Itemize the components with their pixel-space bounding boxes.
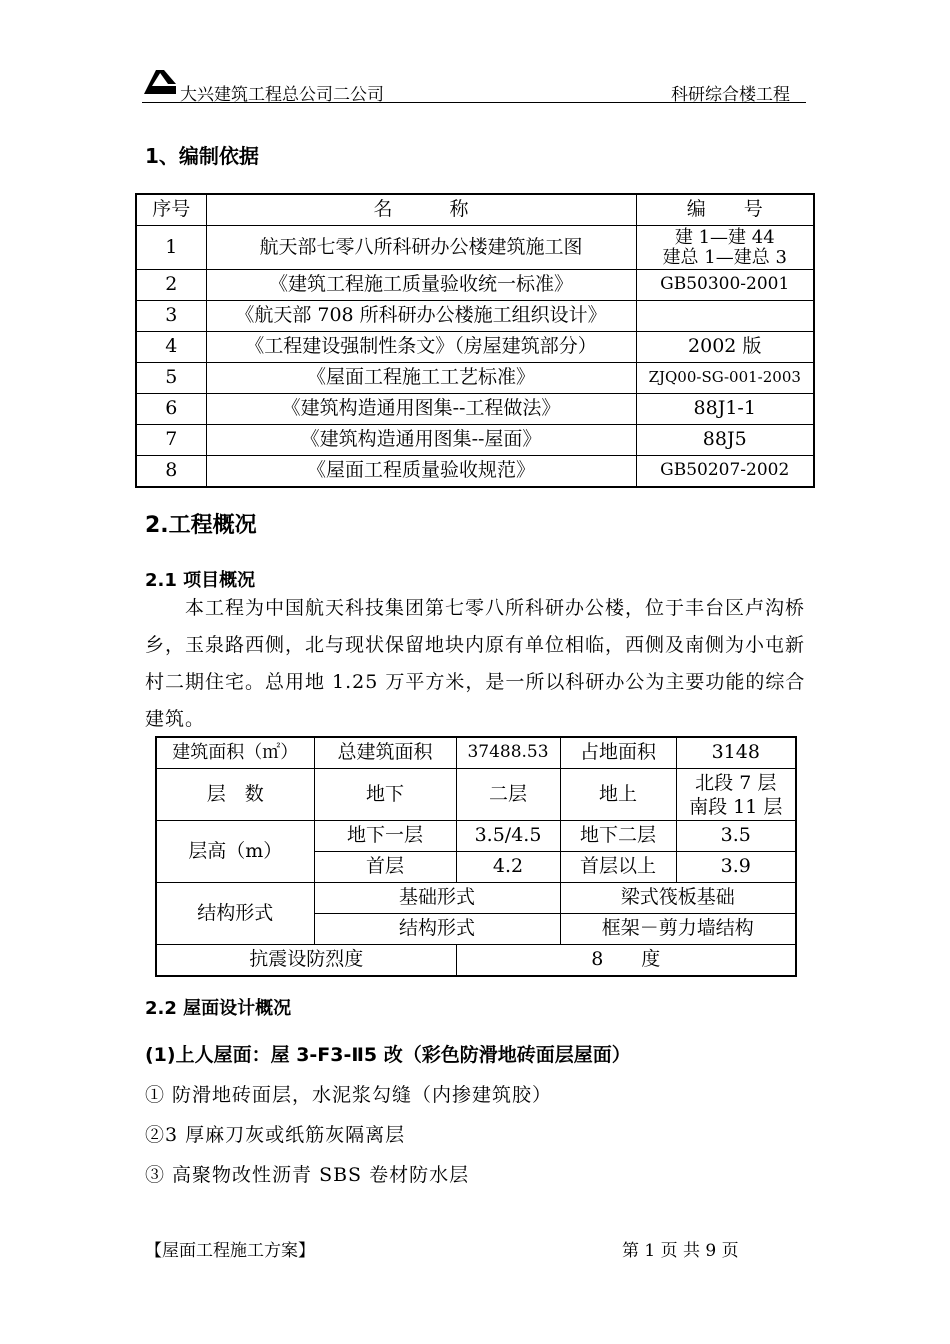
table-row [136,301,814,332]
header-code: 编 号 [636,194,814,226]
b1-value: 3.5/4.5 [456,821,560,852]
footer-page-info: 第 1 页 共 9 页 [622,1241,739,1261]
row-no: 5 [136,363,206,394]
project-paragraph-text: 本工程为中国航天科技集团第七零八所科研办公楼，位于丰台区卢沟桥乡，玉泉路西侧，北与现状保留地块内原有单位相临，西侧及南侧为小屯新村二期住宅。总用地 1.25 万平方米，是一所以科研办公为主要功能的综合建筑。 [145,597,806,730]
table-row [136,394,814,425]
roof-item: ① 防滑地砖面层，水泥浆勾缝（内掺建筑胶） [145,1084,553,1106]
above1-label: 首层以上 [560,852,676,883]
table-row [136,226,814,270]
row-code: GB50207-2002 [636,456,814,488]
foundation-value: 梁式筏板基础 [560,883,796,914]
seismic-label: 抗震设防烈度 [156,945,456,977]
row-name: 《建筑构造通用图集--工程做法》 [206,394,636,425]
row-name: 《航天部 708 所科研办公楼施工组织设计》 [206,301,636,332]
row-code: 88J5 [636,425,814,456]
table-row [136,270,814,301]
header-divider [142,102,806,103]
section1-title: 1、编制依据 [145,144,259,168]
info-table [155,736,797,977]
header-company: 大兴建筑工程总公司二公司 [180,85,384,105]
row-no: 2 [136,270,206,301]
above1-value: 3.9 [676,852,796,883]
row-no: 3 [136,301,206,332]
row-code: GB50300-2001 [636,270,814,301]
table-row [136,456,814,488]
roof-item: ③ 高聚物改性沥青 SBS 卷材防水层 [145,1164,470,1186]
footer-doc-name: 【屋面工程施工方案】 [145,1241,315,1261]
header-project: 科研综合楼工程 [671,85,790,105]
row-no: 6 [136,394,206,425]
row-code [636,301,814,332]
project-paragraph [145,590,810,738]
row-name: 《建筑构造通用图集--屋面》 [206,425,636,456]
roof-item: ②3 厚麻刀灰或纸筋灰隔离层 [145,1124,406,1146]
row-no: 8 [136,456,206,488]
f1-label: 首层 [314,852,456,883]
header-name: 名 称 [206,194,636,226]
foundation-label: 基础形式 [314,883,560,914]
row-name: 《屋面工程质量验收规范》 [206,456,636,488]
row-name: 《屋面工程施工工艺标准》 [206,363,636,394]
height-label: 层高（m） [156,821,314,883]
seismic-value: 8 度 [456,945,796,977]
row-no: 7 [136,425,206,456]
land-area-label: 占地面积 [560,737,676,769]
struct-type-value: 框架－剪力墙结构 [560,914,796,945]
table-row [136,363,814,394]
floors-label: 层 数 [156,769,314,821]
row-no: 4 [136,332,206,363]
above-label: 地上 [560,769,676,821]
struct-type-label: 结构形式 [314,914,560,945]
table-row [136,425,814,456]
roof-title: (1)上人屋面：屋 3-F3-Ⅱ5 改（彩色防滑地砖面层屋面） [145,1044,631,1066]
row-code: 88J1-1 [636,394,814,425]
total-area-value: 37488.53 [456,737,560,769]
above-value: 北段 7 层 南段 11 层 [676,769,796,821]
b2-label: 地下二层 [560,821,676,852]
row-no: 1 [136,226,206,270]
row-name: 《工程建设强制性条文》（房屋建筑部分） [206,332,636,363]
row-name: 航天部七零八所科研办公楼建筑施工图 [206,226,636,270]
b2-value: 3.5 [676,821,796,852]
underground-label: 地下 [314,769,456,821]
row-code: 2002 版 [636,332,814,363]
info-row-height-1 [156,821,796,852]
basis-table [135,193,815,488]
structure-label: 结构形式 [156,883,314,945]
section2-title: 2.工程概况 [145,513,257,538]
underground-value: 二层 [456,769,560,821]
info-row-seismic [156,945,796,977]
b1-label: 地下一层 [314,821,456,852]
total-area-label: 总建筑面积 [314,737,456,769]
info-row-structure-1 [156,883,796,914]
table-header-row [136,194,814,226]
row-code: 建 1—建 44 建总 1—建总 3 [636,226,814,270]
sub1-title: 2.1 项目概况 [145,570,256,591]
table-row [136,332,814,363]
company-logo-icon [142,66,178,96]
f1-value: 4.2 [456,852,560,883]
info-row-floors [156,769,796,821]
sub2-title: 2.2 屋面设计概况 [145,998,292,1019]
area-label: 建筑面积（㎡） [156,737,314,769]
land-area-value: 3148 [676,737,796,769]
row-name: 《建筑工程施工质量验收统一标准》 [206,270,636,301]
info-row-area [156,737,796,769]
row-code: ZJQ00-SG-001-2003 [636,363,814,394]
header-no: 序号 [136,194,206,226]
